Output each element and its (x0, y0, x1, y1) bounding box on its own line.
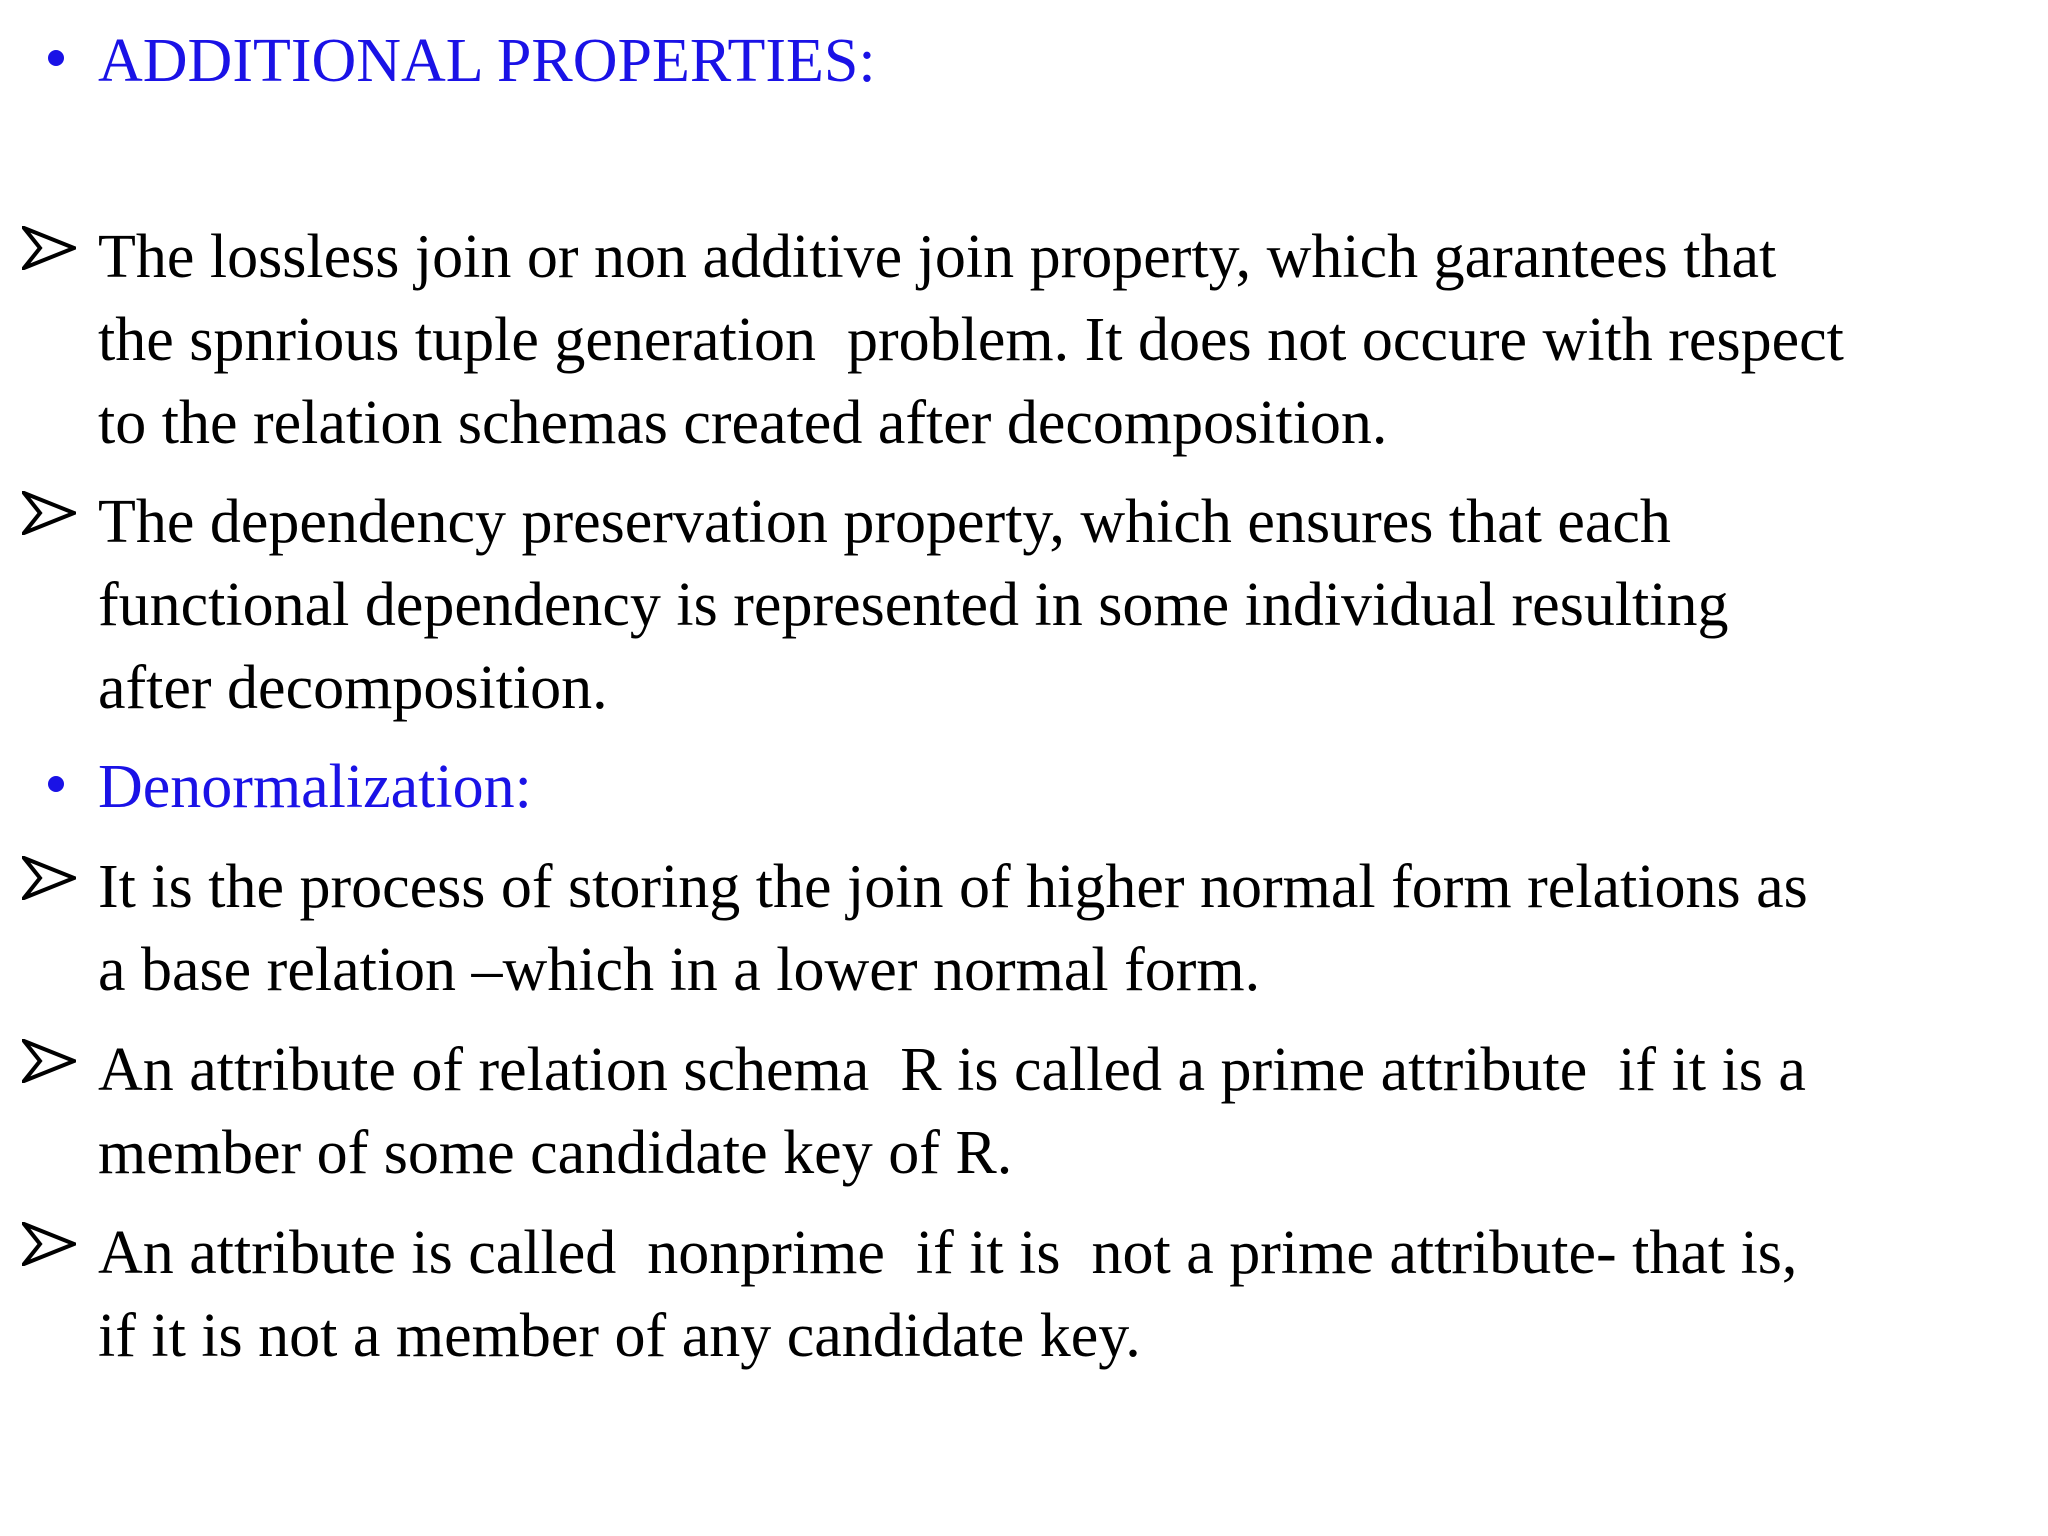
arrowhead-bullet-icon (22, 481, 82, 541)
bullet-dot-icon (22, 746, 82, 806)
point-text (98, 1212, 2044, 1378)
point-line: The lossless join or non additive join property, which garantees that (98, 223, 1777, 291)
point-dependency-preservation (0, 481, 2048, 741)
point-line: An attribute is called nonprime if it is not a prime attribute- that is, (98, 1219, 1798, 1287)
point-lossless-join (0, 216, 2048, 476)
point-text (98, 1029, 2044, 1195)
point-line: It is the process of storing the join of higher normal form relations as (98, 853, 1808, 921)
point-line: functional dependency is represented in some individual resulting (98, 571, 1729, 639)
point-line: The dependency preservation property, which ensures that each (98, 488, 1671, 556)
point-text (98, 216, 2044, 465)
arrowhead-bullet-icon (22, 1212, 82, 1272)
point-prime-attribute (0, 1029, 2048, 1209)
arrowhead-bullet-icon (22, 216, 82, 276)
point-line: member of some candidate key of R. (98, 1119, 1013, 1187)
point-line: if it is not a member of any candidate key. (98, 1302, 1141, 1370)
arrowhead-bullet-icon (22, 846, 82, 906)
heading-additional-properties (0, 20, 2048, 110)
heading-text: Denormalization: (98, 753, 532, 821)
point-text (98, 481, 2044, 730)
bullet-dot-icon (22, 20, 82, 80)
heading-text: ADDITIONAL PROPERTIES: (98, 27, 876, 95)
heading-denormalization (0, 746, 2048, 836)
point-line: a base relation –which in a lower normal form. (98, 936, 1261, 1004)
point-text (98, 846, 2044, 1012)
point-line: to the relation schemas created after decomposition. (98, 389, 1388, 457)
point-nonprime-attribute (0, 1212, 2048, 1392)
point-line: An attribute of relation schema R is called a prime attribute if it is a (98, 1036, 1806, 1104)
arrowhead-bullet-icon (22, 1029, 82, 1089)
point-denormalization-process (0, 846, 2048, 1026)
point-line: the spnrious tuple generation problem. It does not occure with respect (98, 306, 1844, 374)
point-line: after decomposition. (98, 654, 608, 722)
